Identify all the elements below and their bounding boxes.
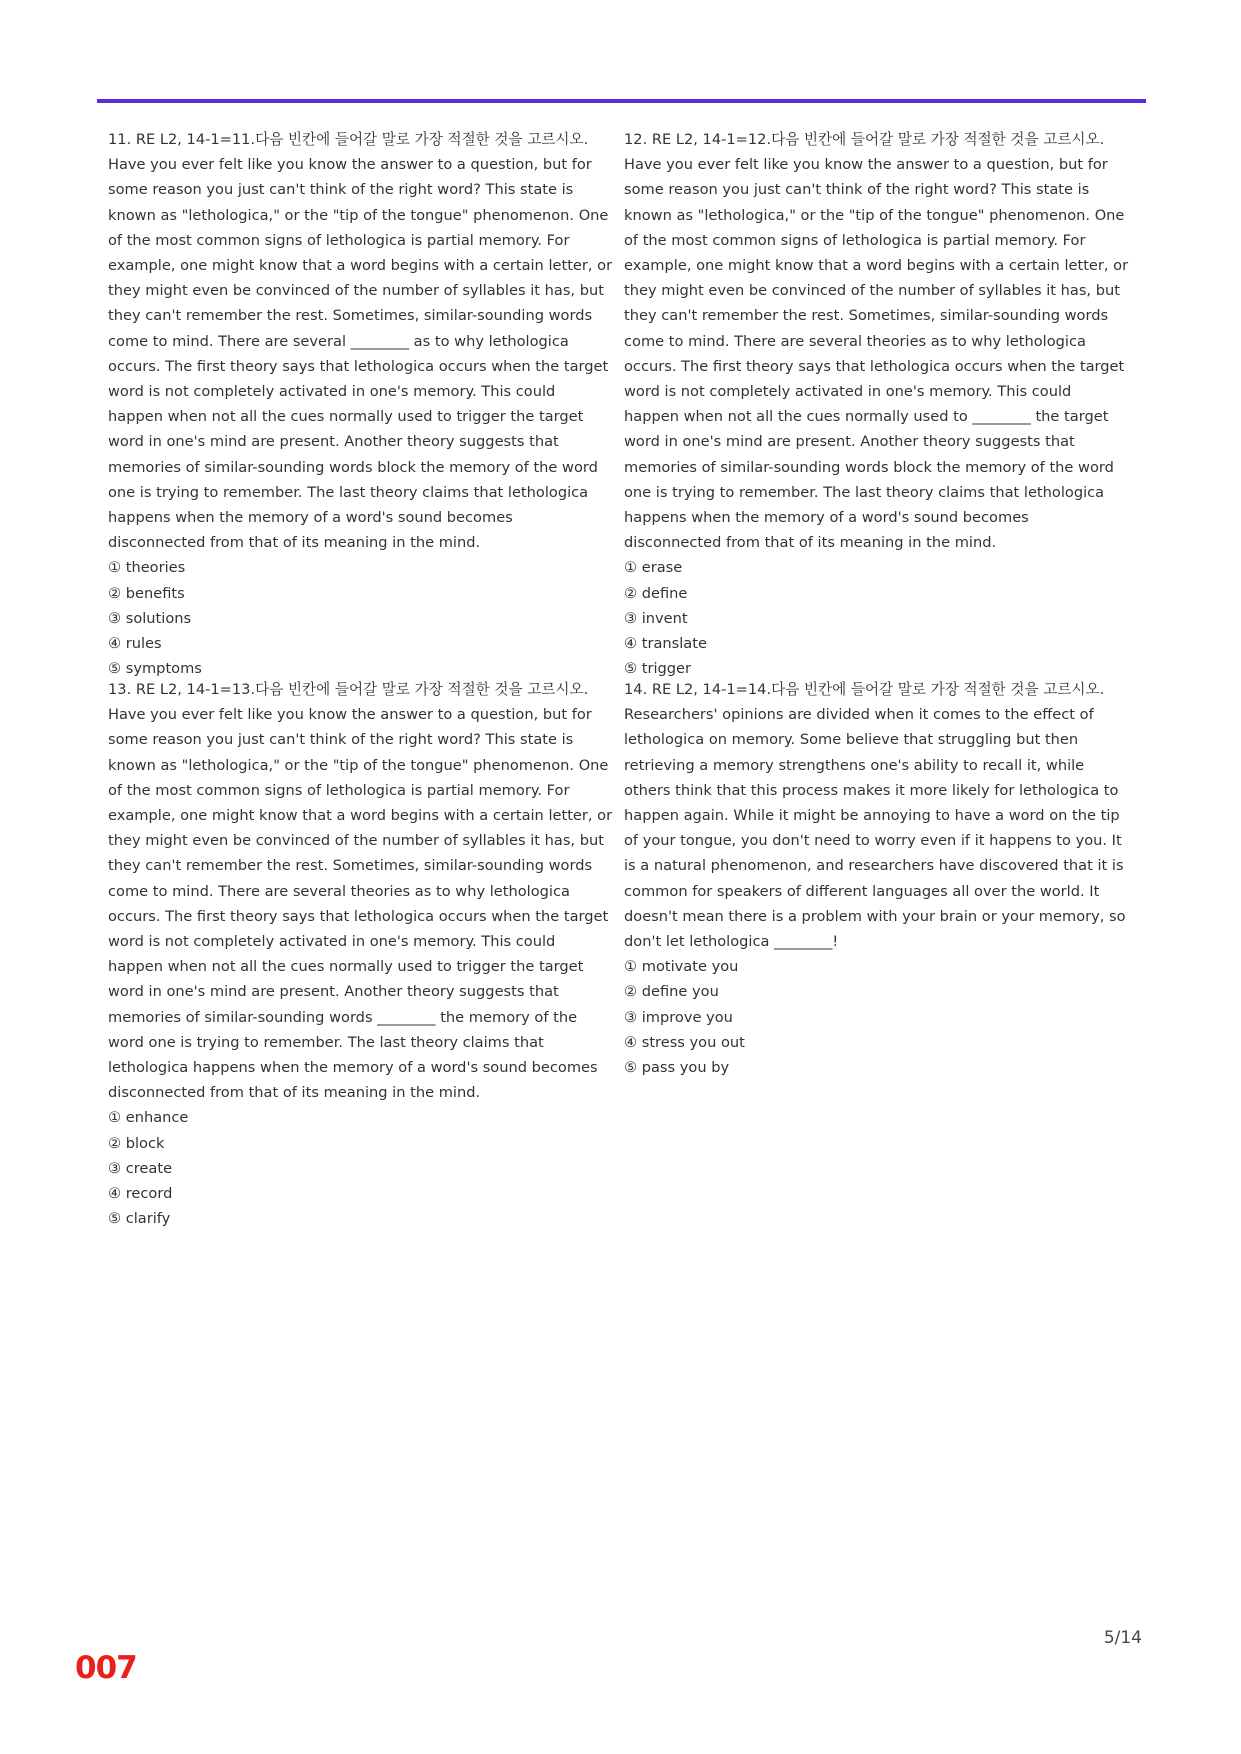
question-passage: Have you ever felt like you know the answer to a question, but for some reason you just can't think of the right word? This state is known as "lethologica," or the "tip of the tongue" phenomenon. One of the most common signs of lethologica is partial memory. For example, one might know that a word begins with a certain letter, or they might even be convinced of the number of syllables it has, but they can't remember the rest. Sometimes, similar-sounding words come to mind. There are several theories as to why lethologica occurs. The first theory says that lethologica occurs when the target word is not completely activated in one's memory. This could happen when not all the cues normally used to trigger the target word in one's mind are present. Another theory suggests that memories of similar-sounding words ________ the memory of the word one is trying to remember. The last theory claims that lethologica happens when the memory of a word's sound becomes disconnected from that of its meaning in the mind. xyxy=(108,706,613,1102)
answer-option-1[interactable]: ① enhance xyxy=(108,1109,189,1127)
question-header: 12. RE L2, 14-1=12.다음 빈칸에 들어갈 말로 가장 적절한 것을 고르시오. xyxy=(624,131,1105,148)
brand-code: 007 xyxy=(75,1650,137,1686)
question-14 xyxy=(624,677,1129,1080)
answer-option-3[interactable]: ③ improve you xyxy=(624,1008,733,1026)
question-passage: Have you ever felt like you know the answer to a question, but for some reason you just can't think of the right word? This state is known as "lethologica," or the "tip of the tongue" phenomenon. One of the most common signs of lethologica is partial memory. For example, one might know that a word begins with a certain letter, or they might even be convinced of the number of syllables it has, but they can't remember the rest. Sometimes, similar-sounding words come to mind. There are several theories as to why lethologica occurs. The first theory says that lethologica occurs when the target word is not completely activated in one's memory. This could happen when not all the cues normally used to ________ the target word in one's mind are present. Another theory suggests that memories of similar-sounding words block the memory of the word one is trying to remember. The last theory claims that lethologica happens when the memory of a word's sound becomes disconnected from that of its meaning in the mind. xyxy=(624,156,1129,552)
answer-option-3[interactable]: ③ create xyxy=(108,1159,173,1177)
answer-options xyxy=(624,555,1129,681)
answer-option-1[interactable]: ① theories xyxy=(108,559,186,577)
answer-option-5[interactable]: ⑤ clarify xyxy=(108,1210,171,1228)
page-number: 5/14 xyxy=(1103,1628,1142,1648)
answer-option-5[interactable]: ⑤ symptoms xyxy=(108,660,202,678)
question-12 xyxy=(624,127,1129,681)
question-13 xyxy=(108,677,613,1231)
question-header: 11. RE L2, 14-1=11.다음 빈칸에 들어갈 말로 가장 적절한 것을 고르시오. xyxy=(108,131,589,148)
answer-option-2[interactable]: ② block xyxy=(108,1134,165,1152)
question-passage: Researchers' opinions are divided when it comes to the effect of lethologica on memory. Some believe that struggling but then retrieving a memory strengthens one's ability to recall it, while others think that this process makes it more likely for lethologica to happen again. While it might be annoying to have a word on the tip of your tongue, you don't need to worry even if it happens to you. It is a natural phenomenon, and researchers have discovered that it is common for speakers of different languages all over the world. It doesn't mean there is a problem with your brain or your memory, so don't let lethologica ________! xyxy=(624,706,1126,951)
question-header: 13. RE L2, 14-1=13.다음 빈칸에 들어갈 말로 가장 적절한 것을 고르시오. xyxy=(108,681,589,698)
question-passage: Have you ever felt like you know the answer to a question, but for some reason you just can't think of the right word? This state is known as "lethologica," or the "tip of the tongue" phenomenon. One of the most common signs of lethologica is partial memory. For example, one might know that a word begins with a certain letter, or they might even be convinced of the number of syllables it has, but they can't remember the rest. Sometimes, similar-sounding words come to mind. There are several ________ as to why lethologica occurs. The first theory says that lethologica occurs when the target word is not completely activated in one's memory. This could happen when not all the cues normally used to trigger the target word in one's mind are present. Another theory suggests that memories of similar-sounding words block the memory of the word one is trying to remember. The last theory claims that lethologica happens when the memory of a word's sound becomes disconnected from that of its meaning in the mind. xyxy=(108,156,613,552)
answer-option-4[interactable]: ④ rules xyxy=(108,635,162,653)
answer-options xyxy=(108,555,613,681)
top-divider xyxy=(97,99,1146,103)
answer-options xyxy=(624,954,1129,1080)
answer-options xyxy=(108,1105,613,1231)
question-11 xyxy=(108,127,613,681)
answer-option-5[interactable]: ⑤ pass you by xyxy=(624,1059,730,1077)
answer-option-2[interactable]: ② define xyxy=(624,584,688,602)
answer-option-2[interactable]: ② benefits xyxy=(108,584,185,602)
answer-option-1[interactable]: ① erase xyxy=(624,559,683,577)
answer-option-1[interactable]: ① motivate you xyxy=(624,958,739,976)
answer-option-4[interactable]: ④ translate xyxy=(624,635,707,653)
answer-option-5[interactable]: ⑤ trigger xyxy=(624,660,692,678)
answer-option-2[interactable]: ② define you xyxy=(624,983,719,1001)
answer-option-3[interactable]: ③ invent xyxy=(624,609,688,627)
answer-option-4[interactable]: ④ stress you out xyxy=(624,1033,745,1051)
answer-option-4[interactable]: ④ record xyxy=(108,1185,173,1203)
answer-option-3[interactable]: ③ solutions xyxy=(108,609,192,627)
question-header: 14. RE L2, 14-1=14.다음 빈칸에 들어갈 말로 가장 적절한 것을 고르시오. xyxy=(624,681,1105,698)
